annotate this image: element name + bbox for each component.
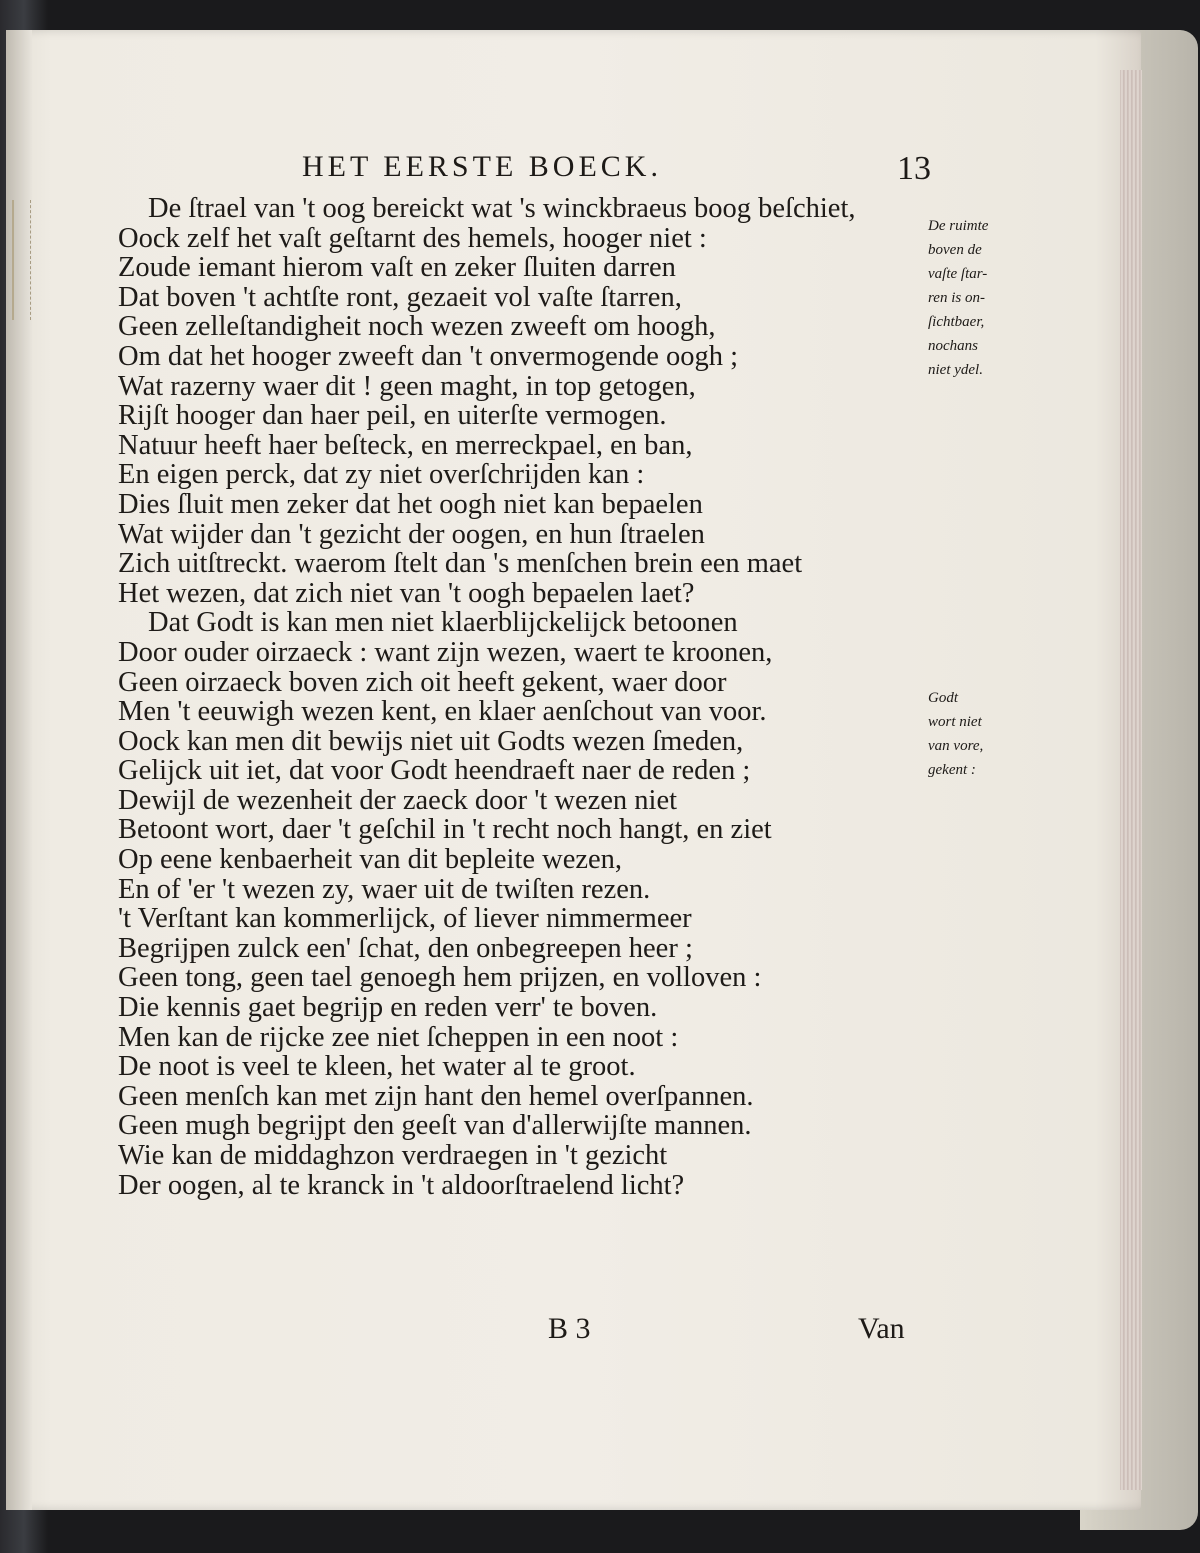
verse-line: Wat wijder dan 't gezicht der oogen, en hun ſtraelen: [118, 518, 705, 550]
verse-line: Het wezen, dat zich niet van 't oogh bepaelen laet?: [118, 577, 695, 609]
verse-line: Geen tong, geen tael genoegh hem prijzen, en volloven :: [118, 962, 762, 994]
marginal-note-line: nochans: [928, 338, 978, 354]
verse-line: Zich uitſtreckt. waerom ſtelt dan 's menſchen brein een maet: [118, 548, 803, 580]
verse-line: 't Verſtant kan kommerlijck, of liever nimmermeer: [118, 903, 692, 935]
marginal-note-line: De ruimte: [928, 218, 989, 234]
verse-line: En eigen perck, dat zy niet overſchrijden kan :: [118, 459, 645, 491]
binding-thread: [12, 200, 31, 320]
marginal-note-ruimte: [928, 214, 1018, 382]
verse-line: De noot is veel te kleen, het water al te groot.: [118, 1051, 636, 1083]
verse-line: Gelijck uit iet, dat voor Godt heendraeft naer de reden ;: [118, 755, 751, 787]
marginal-note-line: wort niet: [928, 714, 982, 730]
marginal-note-line: ren is on-: [928, 290, 985, 306]
verse-line: Dewijl de wezenheit der zaeck door 't wezen niet: [118, 784, 678, 816]
verse-line: Men kan de rijcke zee niet ſcheppen in een noot :: [118, 1021, 679, 1053]
verse-line: Der oogen, al te kranck in 't aldoorſtraelend licht?: [118, 1169, 685, 1201]
verse-line: Rijſt hooger dan haer peil, en uiterſte vermogen.: [118, 400, 667, 432]
page-header: [0, 150, 1200, 190]
verse-line: Betoont wort, daer 't geſchil in 't recht noch hangt, en ziet: [118, 814, 772, 846]
signature-mark: B 3: [548, 1312, 591, 1345]
verse-line: Die kennis gaet begrijp en reden verr' te boven.: [118, 992, 658, 1024]
verse-line: Zoude iemant hierom vaſt en zeker ſluiten darren: [118, 252, 676, 284]
verse-line: Om dat het hooger zweeft dan 't onvermogende oogh ;: [118, 340, 739, 372]
marginal-note-line: van vore,: [928, 738, 984, 754]
marginal-note-line: ſichtbaer,: [928, 314, 985, 330]
page-number: 13: [897, 150, 931, 187]
marginal-note-line: Godt: [928, 690, 958, 706]
verse-line: Natuur heeft haer beſteck, en merreckpael, en ban,: [118, 429, 693, 461]
marginal-note-line: gekent :: [928, 762, 976, 778]
verse-line: Men 't eeuwigh wezen kent, en klaer aenſchout van voor.: [118, 696, 767, 728]
verse-line: De ſtrael van 't oog bereickt wat 's winckbraeus boog beſchiet,: [148, 193, 856, 224]
marginal-note-line: niet ydel.: [928, 362, 983, 378]
verse-text: [118, 194, 918, 1200]
catchword: Van: [858, 1312, 905, 1345]
marginal-note-line: boven de: [928, 242, 982, 258]
verse-line: Oock zelf het vaſt geſtarnt des hemels, hooger niet :: [118, 222, 707, 254]
verse-line: Geen zelleſtandigheit noch wezen zweeft om hoogh,: [118, 311, 716, 343]
verse-line: Op eene kenbaerheit van dit bepleite wezen,: [118, 844, 623, 876]
verse-line: Geen oirzaeck boven zich oit heeft gekent, waer door: [118, 666, 727, 698]
verse-line: Geen menſch kan met zijn hant den hemel overſpannen.: [118, 1080, 754, 1112]
verse-line: Oock kan men dit bewijs niet uit Godts wezen ſmeden,: [118, 725, 744, 757]
verse-line: Begrijpen zulck een' ſchat, den onbegreepen heer ;: [118, 932, 693, 964]
marginal-note-godt: [928, 686, 1018, 782]
verse-line: En of 'er 't wezen zy, waer uit de twiſten rezen.: [118, 873, 651, 905]
verse-line: Dat Godt is kan men niet klaerblijckelijck betoonen: [148, 607, 738, 639]
verse-line: Wat razerny waer dit ! geen maght, in top getogen,: [118, 370, 696, 402]
verse-line: Geen mugh begrijpt den geeſt van d'allerwijſte mannen.: [118, 1110, 752, 1142]
verse-line: Dies ſluit men zeker dat het oogh niet kan bepaelen: [118, 488, 703, 520]
verse-line: Door ouder oirzaeck : want zijn wezen, waert te kroonen,: [118, 636, 773, 668]
verse-line: Wie kan de middaghzon verdraegen in 't gezicht: [118, 1140, 668, 1171]
page-edges: [1120, 70, 1142, 1490]
verse-line: Dat boven 't achtſte ront, gezaeit vol vaſte ſtarren,: [118, 281, 682, 313]
running-head: HET EERSTE BOECK.: [302, 150, 662, 183]
marginal-note-line: vaſte ſtar-: [928, 266, 988, 282]
